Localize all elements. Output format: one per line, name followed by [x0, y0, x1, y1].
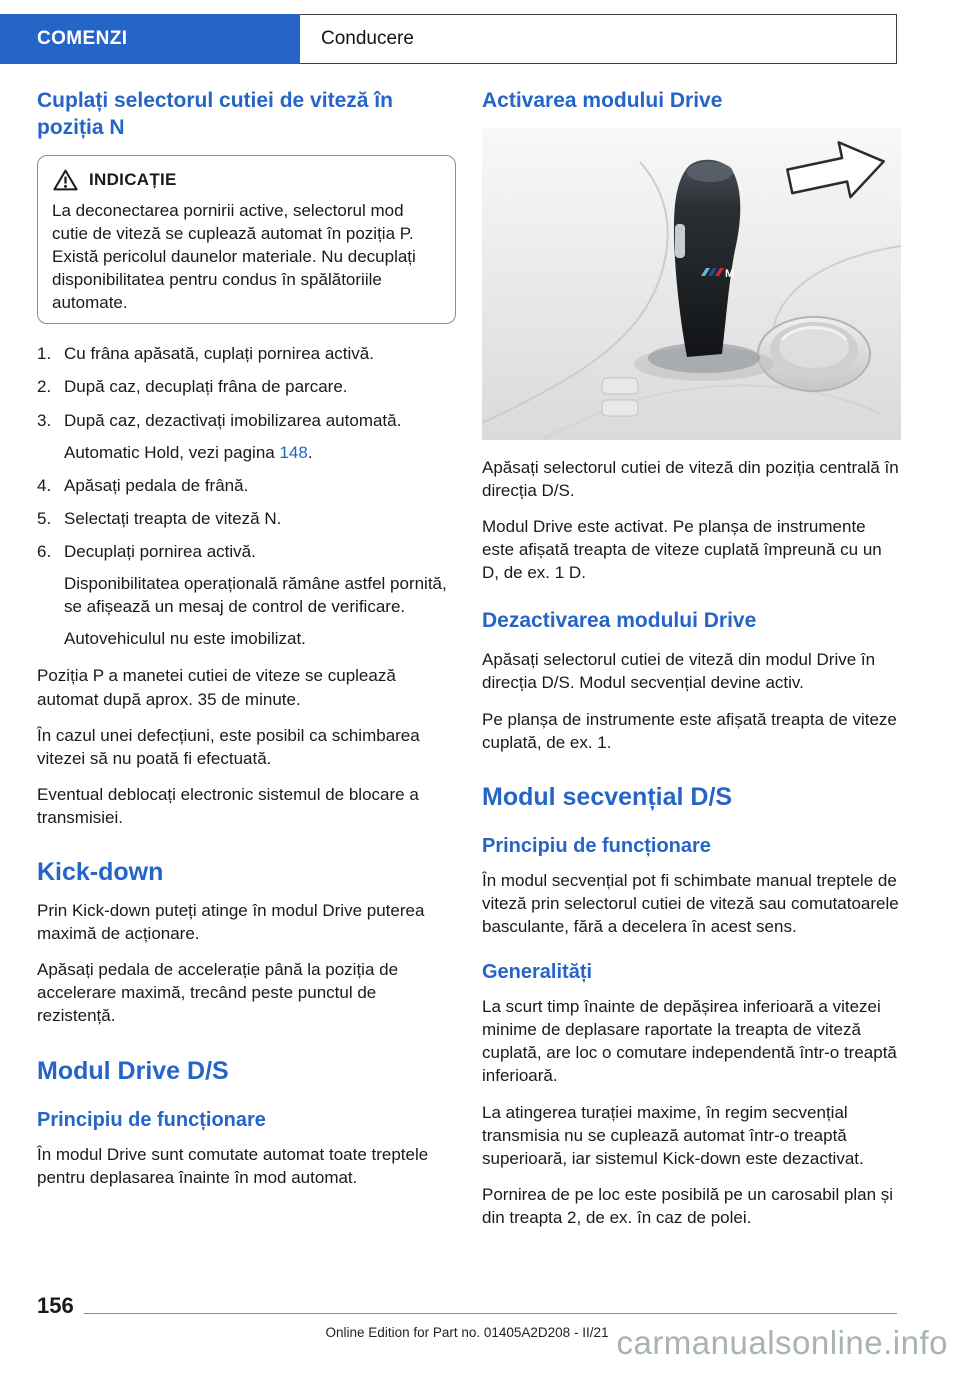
page-number: 156	[37, 1293, 74, 1318]
svg-text:M: M	[725, 267, 735, 280]
step-number: 1.	[37, 344, 52, 364]
paragraph: Prin Kick-down puteți atinge în modul Drive puterea maximă de acționare.	[37, 901, 425, 944]
paragraph: Poziția P a manetei cutiei de viteze se cuplează automat după aprox. 35 de minute.	[37, 666, 396, 709]
section-title-kickdown: Kick-down	[37, 858, 164, 887]
section-title-neutral: Cuplați selectorul cutiei de viteză în poziția N	[37, 89, 393, 139]
page-link-148[interactable]: 148	[279, 442, 308, 462]
paragraph: Apăsați selectorul cutiei de viteză din poziția centrală în direcția D/S.	[482, 457, 899, 500]
step-note-text: .	[307, 442, 313, 462]
step-number: 2.	[37, 377, 52, 397]
subsection-title-principle-seq: Principiu de funcționare	[482, 834, 711, 857]
watermark: carmanualsonline.info	[616, 1324, 948, 1361]
notice-title: INDICAȚIE	[89, 169, 177, 189]
step-text: După caz, dezactivați imobilizarea automată.	[64, 410, 402, 430]
step-item	[37, 342, 456, 365]
header-section-tab: Conducere	[300, 14, 897, 64]
edition-note: Online Edition for Part no. 01405A2D208 - II/21	[325, 1325, 609, 1340]
notice-body: La deconectarea pornirii active, selectorul mod cutie de viteză se cuplează automat în poziția P. Există pericolul daunelor materiale. Nu decuplați disponibilitatea pentru condus în spălătoriile automate.	[52, 200, 416, 313]
step-text: Decuplați pornirea activă.	[64, 541, 256, 561]
step-text: Apăsați pedala de frână.	[64, 475, 249, 495]
subsection-title-principle: Principiu de funcționare	[37, 1108, 266, 1131]
paragraph: La scurt timp înainte de depășirea inferioară a vitezei minime de deplasare raportate la treapta de viteză cuplată, are loc o comutare independentă într-o treaptă inferioară.	[482, 997, 897, 1086]
notice-header	[52, 168, 441, 192]
step-item	[37, 540, 456, 650]
paragraph: Apăsați selectorul cutiei de viteză din modul Drive în direcția D/S. Modul secvențial devine activ.	[482, 650, 876, 693]
section-title-sequential: Modul secvențial D/S	[482, 782, 733, 811]
step-note-text: Automatic Hold, vezi pagina	[64, 442, 280, 462]
step-text: Cu frâna apăsată, cuplați pornirea activă.	[64, 344, 374, 364]
paragraph: În modul secvențial pot fi schimbate manual treptele de viteză prin selectorul cutiei de viteză sau comutatoarele basculante, fără a decelera în acest sens.	[482, 870, 899, 936]
warning-triangle-icon	[52, 168, 79, 192]
left-column	[37, 88, 456, 1242]
step-text: Selectați treapta de viteză N.	[64, 508, 282, 528]
notice-box	[37, 155, 456, 325]
numbered-steps	[37, 342, 456, 650]
step-sub-paragraph: Autovehiculul nu este imobilizat.	[64, 629, 306, 649]
step-item	[37, 375, 456, 398]
paragraph: Pornirea de pe loc este posibilă pe un carosabil plan și din treapta 2, de ex. în caz de polei.	[482, 1184, 894, 1227]
paragraph: În modul Drive sunt comutate automat toate treptele pentru deplasarea înainte în mod automat.	[37, 1144, 429, 1187]
footer-divider	[84, 1313, 897, 1314]
paragraph: Eventual deblocați electronic sistemul de blocare a transmisiei.	[37, 784, 419, 827]
step-number: 4.	[37, 475, 52, 495]
step-item	[37, 507, 456, 530]
step-number: 5.	[37, 508, 52, 528]
paragraph: Apăsați pedala de accelerație până la poziția de accelerare maximă, trecând peste punctul de rezistență.	[37, 960, 399, 1026]
paragraph: Pe planșa de instrumente este afișată treapta de viteze cuplată, de ex. 1.	[482, 709, 897, 752]
step-sub-paragraph: Disponibilitatea operațională rămâne astfel pornită, se afișează un mesaj de control de verificare.	[64, 574, 447, 617]
step-note	[64, 441, 456, 464]
subsection-title-general: Generalități	[482, 961, 593, 984]
step-item	[37, 474, 456, 497]
section-title-drive-mode: Modul Drive D/S	[37, 1056, 229, 1085]
gear-selector-photo	[482, 128, 901, 440]
header-chapter-tab: COMENZI	[0, 14, 300, 64]
step-text: După caz, decuplați frâna de parcare.	[64, 377, 348, 397]
step-number: 6.	[37, 541, 52, 561]
paragraph: În cazul unei defecțiuni, este posibil ca schimbarea vitezei să nu poată fi efectuată.	[37, 725, 420, 768]
step-number: 3.	[37, 410, 52, 430]
paragraph: La atingerea turației maxime, în regim secvențial transmisia nu se cuplează automat într-o treaptă superioară, iar sistemul Kick-down este dezactivat.	[482, 1102, 864, 1168]
paragraph: Modul Drive este activat. Pe planșa de instrumente este afișată treapta de viteze cuplată împreună cu un D, de ex. 1 D.	[482, 517, 882, 583]
page-header	[0, 14, 960, 64]
step-item	[37, 409, 456, 464]
right-column	[482, 88, 901, 1242]
section-title-activate-drive: Activarea modului Drive	[482, 89, 723, 112]
page-content	[0, 64, 960, 1242]
section-title-deactivate-drive: Dezactivarea modului Drive	[482, 609, 757, 633]
